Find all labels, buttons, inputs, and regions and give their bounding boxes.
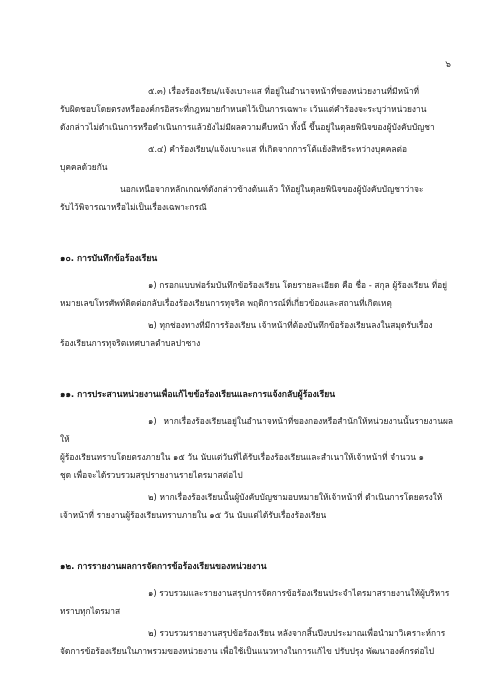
section-10-item-1-line2: หมายเลขโทรศัพท์ติดต่อกลับเรื่องร้องเรียนการทุจริต พฤติการณ์ที่เกี่ยวข้องและสถานที่เกิดเหตุ <box>60 298 392 308</box>
section-12-item-2 <box>60 624 453 660</box>
section-11 <box>60 386 453 524</box>
section-11-item-2-line1: ๒) หากเรื่องร้องเรียนนั้นผู้บังคับบัญชามอบหมายให้เจ้าหน้าที่ ดำเนินการโดยตรงให้ <box>148 492 443 502</box>
section-12 <box>60 558 453 660</box>
section-10-item-2-line1: ๒) ทุกช่องทางที่มีการร้องเรียน เจ้าหน้าที่ต้องบันทึกข้อร้องเรียนลงในสมุดรับเรื่อง <box>148 320 433 330</box>
section-10-heading: ๑๐. การบันทึกข้อร้องเรียน <box>60 254 158 264</box>
item-5-4-line1: ๕.๔) คำร้องเรียน/แจ้งเบาะแส ที่เกิดจากการโต้แย้งสิทธิระหว่างบุคคลต่อ <box>148 144 408 154</box>
section-11-item-1-line3: ชุด เพื่อจะได้รวบรวมสรุปรายงานรายไตรมาสต่อไป <box>60 470 243 480</box>
section-12-item-1 <box>60 584 453 620</box>
item-5-3-line2: รับผิดชอบโดยตรงหรือองค์กรอิสระที่กฎหมายกำหนดไว้เป็นการเฉพาะ เว้นแต่คำร้องจะระบุว่าหน่วยงาน <box>60 104 427 114</box>
section-10 <box>60 250 453 352</box>
section-11-item-1-line1: ๑) หากเรื่องร้องเรียนอยู่ในอำนาจหน้าที่ของกองหรือสำนักให้หน่วยงานนั้นรายงานผลให้ <box>60 416 453 444</box>
section-10-item-1-line1: ๑) กรอกแบบฟอร์มบันทึกข้อร้องเรียน โดยรายละเอียด คือ ชื่อ - สกุล ผู้ร้องเรียน ที่อยู่ <box>148 280 448 290</box>
section-11-item-1 <box>60 412 453 484</box>
section-12-item-2-line1: ๒) รวบรวมรายงานสรุปข้อร้องเรียน หลังจากสิ้นปีงบประมาณเพื่อนำมาวิเคราะห์การ <box>148 628 446 638</box>
section-11-heading: ๑๑. การประสานหน่วยงานเพื่อแก้ไขข้อร้องเรียนและการแจ้งกลับผู้ร้องเรียน <box>60 390 336 400</box>
item-5-3-line1: ๕.๓) เรื่องร้องเรียน/แจ้งเบาะแส ที่อยู่ในอำนาจหน้าที่ของหน่วยงานที่มีหน้าที่ <box>148 86 420 96</box>
section-11-item-1-line2: ผู้ร้องเรียนทราบโดยตรงภายใน ๑๕ วัน นับแต่วันที่ได้รับเรื่องร้องเรียนและสำเนาให้เจ้าหน้าที่ จำนวน ๑ <box>60 452 424 462</box>
section-12-item-1-line1: ๑) รวบรวมและรายงานสรุปการจัดการข้อร้องเรียนประจำไตรมาสรายงานให้ผู้บริหาร <box>148 588 450 598</box>
page-number: ๖ <box>445 60 451 70</box>
section-11-item-2 <box>60 488 453 524</box>
section-10-item-1 <box>60 276 453 312</box>
outside-criteria <box>60 180 453 216</box>
item-5-3-line3: ดังกล่าวไม่ดำเนินการหรือดำเนินการแล้วยังไม่มีผลความคืบหน้า ทั้งนี้ ขึ้นอยู่ในดุลยพินิจของผู้บังคับบัญชา <box>60 122 435 132</box>
section-12-item-1-line2: ทราบทุกไตรมาส <box>60 606 121 616</box>
item-5-4 <box>60 140 453 176</box>
item-5-4-line2: บุคคลด้วยกัน <box>60 162 108 172</box>
section-12-heading: ๑๒. การรายงานผลการจัดการข้อร้องเรียนของหน่วยงาน <box>60 562 267 572</box>
section-10-item-2 <box>60 316 453 352</box>
section-10-item-2-line2: ร้องเรียนการทุจริตเทศบาลตำบลปาซาง <box>60 338 201 348</box>
outside-criteria-line2: รับไว้พิจารณาหรือไม่เป็นเรื่องเฉพาะกรณี <box>60 202 207 212</box>
item-5-3 <box>60 82 453 136</box>
section-criteria-continued <box>60 82 453 216</box>
outside-criteria-line1: นอกเหนือจากหลักเกณฑ์ดังกล่าวข้างต้นแล้ว ให้อยู่ในดุลยพินิจของผู้บังคับบัญชาว่าจะ <box>120 184 424 194</box>
section-12-item-2-line2: จัดการข้อร้องเรียนในภาพรวมของหน่วยงาน เพื่อใช้เป็นแนวทางในการแก้ไข ปรับปรุง พัฒนาองค์กรต่อไป <box>60 646 435 656</box>
section-11-item-2-line2: เจ้าหน้าที่ รายงานผู้ร้องเรียนทราบภายใน ๑๕ วัน นับแต่ได้รับเรื่องร้องเรียน <box>60 510 327 520</box>
